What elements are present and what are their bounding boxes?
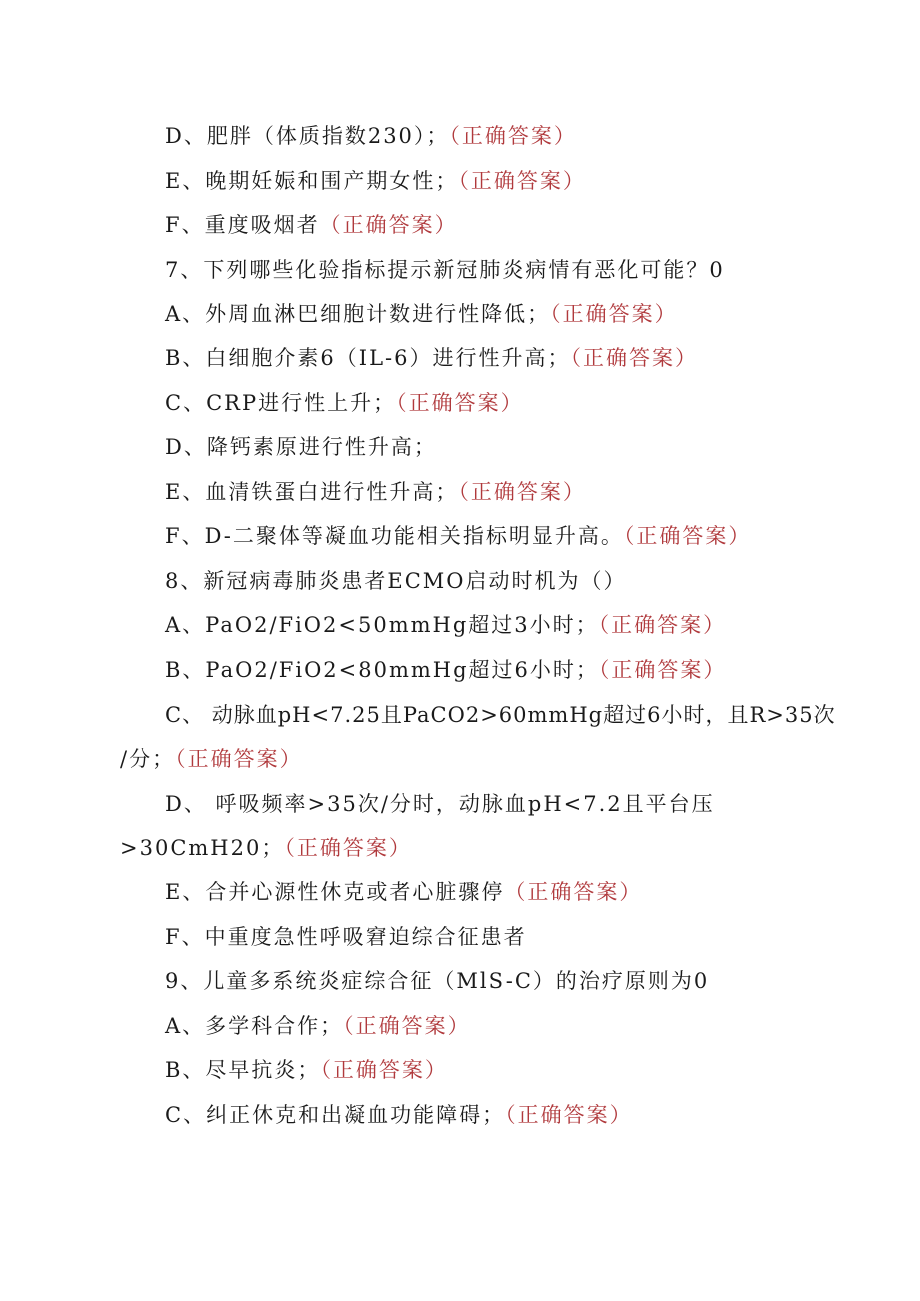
correct-answer-mark: （正确答案） (505, 1103, 633, 1127)
option-line (165, 1012, 471, 1040)
option-text: A、外周血淋巴细胞计数进行性降低； (165, 302, 551, 326)
option-line-continued (120, 745, 303, 773)
correct-answer-mark: （正确答案） (449, 124, 577, 148)
option-line (165, 656, 726, 684)
option-line (165, 611, 726, 639)
option-line (165, 878, 642, 906)
correct-answer-mark: （正确答案） (320, 1058, 448, 1082)
option-text: A、PaO2/FiO2<50mmHg超过3小时； (165, 613, 599, 637)
correct-answer-mark: （正确答案） (570, 346, 698, 370)
question-line (165, 567, 626, 595)
option-line (165, 300, 678, 328)
option-text: B、PaO2/FiO2<80mmHg超过6小时； (165, 658, 599, 682)
option-text: D、降钙素原进行性升高； (165, 435, 437, 459)
option-line (165, 433, 437, 461)
correct-answer-mark: （正确答案） (598, 658, 727, 682)
correct-answer-mark: （正确答案） (343, 1014, 471, 1038)
option-text: B、尽早抗炎； (165, 1058, 321, 1082)
option-text: C、纠正休克和出凝血功能障碍； (165, 1103, 506, 1127)
option-line (165, 389, 524, 417)
option-line (165, 478, 586, 506)
option-line-continued (120, 834, 412, 862)
option-line (165, 701, 836, 729)
option-line (165, 790, 715, 818)
option-text: B、白细胞介素6（IL-6）进行性升高； (165, 346, 571, 370)
option-line (165, 923, 527, 951)
option-text: C、CRP进行性上升； (165, 391, 397, 415)
question-line (165, 967, 709, 995)
option-text: E、晚期妊娠和围产期女性； (165, 169, 459, 193)
option-text: D、肥胖（体质指数230）； (165, 124, 450, 148)
correct-answer-mark: （正确答案） (504, 880, 643, 904)
option-text: C、 动脉血pH<7.25且PaCO2>60mmHg超过6小时，且R>35次 (165, 703, 836, 727)
option-text: F、D-二聚体等凝血功能相关指标明显升高。 (165, 524, 624, 548)
option-text: F、中重度急性呼吸窘迫综合征患者 (165, 925, 527, 949)
option-line (165, 211, 458, 239)
option-line (165, 122, 577, 150)
option-line (165, 167, 586, 195)
option-line (165, 1101, 633, 1129)
question-text: 8、新冠病毒肺炎患者ECMO启动时机为（） (165, 569, 627, 593)
option-line (165, 344, 698, 372)
correct-answer-mark: （正确答案） (458, 169, 586, 193)
option-text: D、 呼吸频率>35次/分时，动脉血pH<7.2且平台压 (165, 792, 715, 816)
option-text: A、多学科合作； (165, 1014, 344, 1038)
option-text: E、合并心源性休克或者心脏骤停 (165, 880, 505, 904)
correct-answer-mark: （正确答案） (623, 524, 752, 548)
correct-answer-mark: （正确答案） (319, 213, 458, 237)
correct-answer-mark: （正确答案） (284, 836, 412, 860)
option-text: >30CmH20； (120, 836, 285, 860)
question-line (165, 256, 725, 284)
option-line (165, 522, 751, 550)
correct-answer-mark: （正确答案） (396, 391, 524, 415)
question-text: 9、儿童多系统炎症综合征（MlS-C）的治疗原则为0 (165, 969, 710, 993)
correct-answer-mark: （正确答案） (598, 613, 727, 637)
option-line (165, 1056, 448, 1084)
correct-answer-mark: （正确答案） (550, 302, 678, 326)
option-text: F、重度吸烟者 (165, 213, 320, 237)
option-text: /分； (120, 747, 176, 771)
correct-answer-mark: （正确答案） (175, 747, 303, 771)
correct-answer-mark: （正确答案） (458, 480, 586, 504)
question-text: 7、下列哪些化验指标提示新冠肺炎病情有恶化可能？0 (165, 258, 725, 282)
option-text: E、血清铁蛋白进行性升高； (165, 480, 459, 504)
